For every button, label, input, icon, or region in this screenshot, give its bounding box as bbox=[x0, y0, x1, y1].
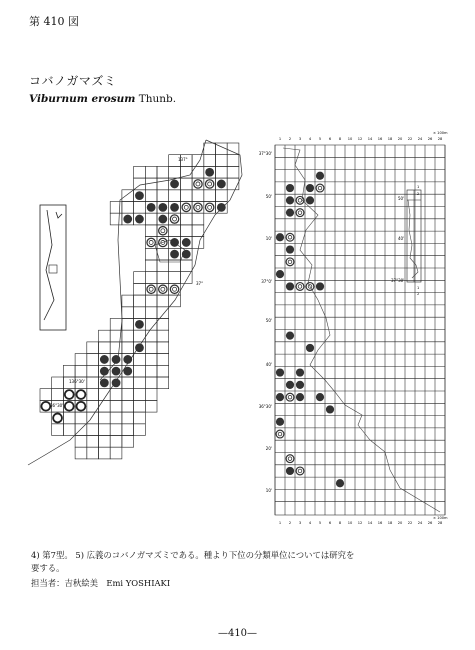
marker-ring bbox=[286, 393, 294, 401]
grid-cell bbox=[169, 225, 181, 237]
grid-cell bbox=[122, 400, 134, 412]
species-japanese-name: コバノガマズミ bbox=[29, 74, 117, 88]
elevation-profile-line bbox=[283, 148, 440, 512]
grid-cell bbox=[52, 377, 64, 389]
marker-filled bbox=[296, 368, 304, 376]
grid-cell bbox=[180, 225, 192, 237]
marker-filled bbox=[205, 168, 214, 177]
grid-cell bbox=[122, 412, 134, 424]
grid-cell bbox=[157, 319, 169, 331]
grid-cell bbox=[122, 190, 134, 202]
marker-filled bbox=[182, 250, 191, 259]
lat-tick-label: 20' bbox=[265, 446, 272, 451]
x-tick-label-bottom: 10 bbox=[347, 521, 353, 525]
grid-cell bbox=[134, 354, 146, 366]
marker-filled bbox=[135, 343, 144, 352]
grid-cell bbox=[180, 260, 192, 272]
grid-cell bbox=[180, 166, 192, 178]
grid-cell bbox=[134, 202, 146, 214]
marker-filled bbox=[217, 180, 226, 189]
marker-ring-inner bbox=[298, 285, 302, 289]
grid-cell bbox=[180, 178, 192, 190]
marker-ring-inner bbox=[288, 260, 292, 264]
x-tick-label-bottom: 6 bbox=[328, 521, 332, 525]
marker-ring-inner bbox=[288, 395, 292, 399]
marker-ring-inner bbox=[161, 287, 165, 291]
marker-filled bbox=[100, 378, 109, 387]
marker-ring bbox=[170, 285, 178, 293]
marker-ring bbox=[286, 455, 294, 463]
grid-cell bbox=[157, 342, 169, 354]
grid-cell bbox=[227, 143, 239, 155]
grid-cell bbox=[75, 424, 87, 436]
lat-tick-label: 37°0' bbox=[261, 279, 272, 284]
marker-filled bbox=[276, 393, 284, 401]
grid-cell bbox=[87, 424, 99, 436]
marker-filled bbox=[276, 233, 284, 241]
grid-cell bbox=[169, 166, 181, 178]
marker-filled bbox=[286, 209, 294, 217]
unit-label-top: × 100m bbox=[433, 131, 448, 135]
grid-cell bbox=[87, 447, 99, 459]
x-tick-label-top: 12 bbox=[357, 137, 363, 141]
marker-filled bbox=[170, 238, 179, 247]
author-citation: Thunb. bbox=[138, 93, 177, 105]
marker-double-ring bbox=[41, 402, 50, 411]
marker-filled bbox=[286, 184, 294, 192]
marker-ring-inner bbox=[208, 182, 212, 186]
marker-ring bbox=[276, 430, 284, 438]
marker-filled bbox=[296, 393, 304, 401]
marker-filled bbox=[306, 344, 314, 352]
lat-tick-label: 50' bbox=[265, 318, 272, 323]
unit-label-bottom: × 100m bbox=[433, 516, 448, 520]
lat-tick-label: 10' bbox=[265, 488, 272, 493]
latin-binomial: Viburnum erosum bbox=[29, 93, 136, 105]
grid-cell bbox=[75, 354, 87, 366]
x-tick-label-top: 28 bbox=[437, 137, 443, 141]
grid-cell bbox=[145, 389, 157, 401]
marker-filled bbox=[316, 393, 324, 401]
lat-tick-label: 37°30' bbox=[258, 151, 272, 156]
grid-cell bbox=[157, 330, 169, 342]
marker-filled bbox=[123, 355, 132, 364]
grid-cell bbox=[134, 272, 146, 284]
grid-cell bbox=[145, 190, 157, 202]
grid-cell bbox=[134, 166, 146, 178]
grid-cell bbox=[110, 342, 122, 354]
grid-cell bbox=[122, 377, 134, 389]
marker-ring bbox=[296, 209, 304, 217]
x-tick-label-top: 22 bbox=[407, 137, 413, 141]
x-tick-label-bottom: 5 bbox=[318, 521, 322, 525]
lat-tick-label: 50' bbox=[265, 194, 272, 199]
grid-cell bbox=[204, 155, 216, 167]
marker-filled bbox=[135, 215, 144, 224]
grid-cell bbox=[227, 155, 239, 167]
grid-cell bbox=[63, 365, 75, 377]
grid-cell bbox=[145, 342, 157, 354]
grid-cell bbox=[99, 436, 111, 448]
marker-ring-inner bbox=[298, 211, 302, 215]
lat-label-37: 37° bbox=[196, 281, 204, 286]
marker-filled bbox=[286, 467, 294, 475]
marker-filled bbox=[276, 270, 284, 278]
grid-cell bbox=[145, 295, 157, 307]
grid-cell bbox=[145, 377, 157, 389]
marker-filled bbox=[158, 203, 167, 212]
x-axis-top-labels bbox=[279, 137, 443, 141]
marker-filled bbox=[306, 196, 314, 204]
grid-cell bbox=[145, 213, 157, 225]
lat-tick-label: 40' bbox=[265, 362, 272, 367]
marker-filled bbox=[147, 203, 156, 212]
marker-filled bbox=[306, 184, 314, 192]
grid-cell bbox=[192, 190, 204, 202]
lat-tick-label: 10' bbox=[265, 236, 272, 241]
grid-cell bbox=[122, 319, 134, 331]
grid-cell bbox=[52, 389, 64, 401]
lat-label-136-30: 136°30' bbox=[69, 379, 85, 384]
grid-cell bbox=[110, 213, 122, 225]
grid-cell bbox=[145, 166, 157, 178]
marker-filled bbox=[100, 355, 109, 364]
x-tick-label-bottom: 24 bbox=[417, 521, 423, 525]
grid-cell bbox=[122, 295, 134, 307]
marker-ring bbox=[296, 283, 304, 291]
marker-ring bbox=[296, 467, 304, 475]
marker-filled bbox=[217, 203, 226, 212]
marker-ring bbox=[316, 184, 324, 192]
grid-cell bbox=[157, 190, 169, 202]
x-tick-label-bottom: 2 bbox=[288, 521, 292, 525]
grid-cell bbox=[99, 447, 111, 459]
grid-cell bbox=[145, 260, 157, 272]
x-tick-label-top: 1 bbox=[278, 137, 282, 141]
x-tick-label-top: 3 bbox=[298, 137, 302, 141]
grid-cell bbox=[169, 190, 181, 202]
marker-double-ring bbox=[77, 402, 86, 411]
grid-cell bbox=[110, 424, 122, 436]
grid-cell bbox=[192, 166, 204, 178]
marker-filled bbox=[170, 203, 179, 212]
inset-lat-37-30: 37°30' bbox=[391, 278, 405, 283]
lon-label-137: 137° bbox=[178, 157, 188, 162]
marker-filled bbox=[182, 238, 191, 247]
grid-cell bbox=[204, 190, 216, 202]
inset-axis-2-top: 2 bbox=[417, 192, 420, 196]
x-tick-label-bottom: 14 bbox=[367, 521, 373, 525]
grid-cell bbox=[134, 365, 146, 377]
inset-profile-panel bbox=[391, 185, 421, 296]
grid-cell bbox=[134, 295, 146, 307]
grid-cell bbox=[192, 213, 204, 225]
marker-ring-inner bbox=[196, 182, 200, 186]
grid-cell bbox=[75, 365, 87, 377]
lat-tick-label: 36°30' bbox=[258, 404, 272, 409]
x-tick-label-top: 24 bbox=[417, 137, 423, 141]
marker-ring-inner bbox=[173, 217, 177, 221]
grid-cell bbox=[216, 155, 228, 167]
x-tick-label-top: 5 bbox=[318, 137, 322, 141]
distribution-maps bbox=[0, 120, 475, 540]
grid-cell bbox=[110, 389, 122, 401]
marker-ring-inner bbox=[196, 205, 200, 209]
marker-ring-inner bbox=[149, 287, 153, 291]
marker-filled bbox=[100, 367, 109, 376]
page-number: —410— bbox=[217, 628, 258, 639]
grid-cell bbox=[145, 225, 157, 237]
marker-ring-inner bbox=[288, 457, 292, 461]
grid-cell bbox=[134, 283, 146, 295]
grid-cell bbox=[157, 377, 169, 389]
x-tick-label-bottom: 20 bbox=[397, 521, 403, 525]
grid-cell bbox=[122, 436, 134, 448]
marker-ring bbox=[194, 203, 202, 211]
x-tick-label-bottom: 18 bbox=[387, 521, 393, 525]
marker-ring bbox=[286, 258, 294, 266]
marker-double-ring bbox=[65, 390, 74, 399]
x-tick-label-top: 18 bbox=[387, 137, 393, 141]
grid-cell bbox=[122, 330, 134, 342]
grid-cell bbox=[216, 190, 228, 202]
inset-axis-1-bottom: 1 bbox=[417, 286, 420, 290]
marker-filled bbox=[286, 332, 294, 340]
marker-ring bbox=[205, 180, 213, 188]
grid-cell bbox=[87, 436, 99, 448]
grid-cell bbox=[63, 424, 75, 436]
grid-cell bbox=[227, 166, 239, 178]
grid-cell bbox=[110, 319, 122, 331]
marker-filled bbox=[123, 367, 132, 376]
grid-cell bbox=[157, 354, 169, 366]
grid-cell bbox=[192, 225, 204, 237]
x-tick-label-top: 20 bbox=[397, 137, 403, 141]
grid-cell bbox=[75, 447, 87, 459]
note-line-3: 担当者：吉秋絵美 Emi YOSHIAKI bbox=[31, 578, 171, 588]
marker-ring-inner bbox=[278, 432, 282, 436]
marker-double-ring bbox=[77, 390, 86, 399]
x-tick-label-top: 4 bbox=[308, 137, 312, 141]
inset-profile-line bbox=[408, 200, 418, 278]
grid-cell bbox=[87, 342, 99, 354]
marker-filled bbox=[316, 172, 324, 180]
x-tick-label-bottom: 3 bbox=[298, 521, 302, 525]
main-map bbox=[28, 140, 242, 465]
x-tick-label-bottom: 4 bbox=[308, 521, 312, 525]
grid-cell bbox=[75, 412, 87, 424]
x-tick-label-top: 8 bbox=[338, 137, 342, 141]
x-tick-label-top: 16 bbox=[377, 137, 383, 141]
index-map-island bbox=[56, 212, 62, 218]
elevation-lat-labels bbox=[259, 151, 272, 493]
marker-filled bbox=[112, 367, 121, 376]
marker-filled bbox=[286, 381, 294, 389]
grid-cell bbox=[145, 365, 157, 377]
x-tick-label-bottom: 1 bbox=[278, 521, 282, 525]
grid-cell bbox=[122, 342, 134, 354]
x-axis-bottom-labels bbox=[279, 521, 443, 525]
x-tick-label-top: 10 bbox=[347, 137, 353, 141]
grid-cell bbox=[145, 354, 157, 366]
grid-cell bbox=[52, 424, 64, 436]
grid-cell bbox=[145, 272, 157, 284]
grid-cell bbox=[157, 178, 169, 190]
grid-cell bbox=[87, 354, 99, 366]
x-tick-label-bottom: 26 bbox=[427, 521, 433, 525]
marker-ring bbox=[170, 215, 178, 223]
grid-cell bbox=[134, 424, 146, 436]
grid-cell bbox=[157, 365, 169, 377]
grid-cell bbox=[99, 424, 111, 436]
index-map bbox=[40, 205, 66, 330]
marker-ring-inner bbox=[288, 235, 292, 239]
marker-filled bbox=[135, 320, 144, 329]
marker-filled bbox=[112, 355, 121, 364]
marker-filled bbox=[286, 282, 294, 290]
marker-ring-inner bbox=[173, 287, 177, 291]
grid-cell bbox=[192, 237, 204, 249]
grid-cell bbox=[87, 365, 99, 377]
inset-axis-1-top: 1 bbox=[417, 185, 420, 189]
grid-cell bbox=[157, 295, 169, 307]
species-scientific-name bbox=[29, 93, 176, 105]
x-tick-label-bottom: 12 bbox=[357, 521, 363, 525]
marker-filled bbox=[316, 282, 324, 290]
inset-axis-2-bottom: 2 bbox=[417, 292, 420, 296]
grid-cell bbox=[204, 143, 216, 155]
grid-cell bbox=[122, 389, 134, 401]
x-tick-label-top: 2 bbox=[288, 137, 292, 141]
grid-cell bbox=[192, 155, 204, 167]
marker-filled bbox=[296, 381, 304, 389]
marker-ring-inner bbox=[161, 229, 165, 233]
x-tick-label-bottom: 28 bbox=[437, 521, 443, 525]
grid-cell bbox=[122, 307, 134, 319]
grid-cell bbox=[227, 178, 239, 190]
grid-cell bbox=[87, 412, 99, 424]
grid-cell bbox=[169, 272, 181, 284]
grid-cell bbox=[110, 412, 122, 424]
x-tick-label-bottom: 22 bbox=[407, 521, 413, 525]
grid-cell bbox=[99, 330, 111, 342]
marker-ring-inner bbox=[318, 186, 322, 190]
grid-cell bbox=[157, 272, 169, 284]
marker-ring-inner bbox=[298, 469, 302, 473]
grid-cell bbox=[145, 248, 157, 260]
grid-cell bbox=[87, 377, 99, 389]
grid-cell bbox=[110, 400, 122, 412]
lat-label-36-30: 36°30' bbox=[50, 403, 64, 408]
marker-ring bbox=[159, 285, 167, 293]
grid-cell bbox=[134, 400, 146, 412]
marker-ring bbox=[182, 203, 190, 211]
marker-ring bbox=[147, 285, 155, 293]
marker-filled bbox=[170, 250, 179, 259]
x-tick-label-top: 6 bbox=[328, 137, 332, 141]
grid-cell bbox=[99, 400, 111, 412]
grid-cell bbox=[134, 307, 146, 319]
marker-ring bbox=[147, 238, 155, 246]
elevation-grid bbox=[275, 145, 445, 515]
note-line-1: 4) 第7型。 5) 広義のコバノガマズミである。種より下位の分類単位については研究を bbox=[31, 550, 355, 560]
marker-filled bbox=[123, 215, 132, 224]
chart-frame bbox=[275, 145, 445, 515]
marker-filled bbox=[170, 180, 179, 189]
marker-filled bbox=[135, 191, 144, 200]
index-map-inset-box bbox=[49, 265, 57, 273]
x-tick-label-top: 14 bbox=[367, 137, 373, 141]
figure-number: 第 410 図 bbox=[29, 15, 79, 28]
marker-ring-inner bbox=[208, 205, 212, 209]
grid-cell bbox=[134, 412, 146, 424]
marker-filled bbox=[276, 368, 284, 376]
grid-cell bbox=[180, 213, 192, 225]
marker-filled bbox=[276, 418, 284, 426]
marker-ring-inner bbox=[149, 240, 153, 244]
marker-filled bbox=[286, 196, 294, 204]
grid-cell bbox=[145, 307, 157, 319]
marker-ring bbox=[205, 203, 213, 211]
marker-filled bbox=[336, 479, 344, 487]
marker-double-ring bbox=[53, 414, 62, 423]
grid-cell bbox=[110, 436, 122, 448]
grid-cell bbox=[180, 190, 192, 202]
grid-cell bbox=[134, 377, 146, 389]
marker-filled bbox=[286, 245, 294, 253]
x-tick-label-top: 26 bbox=[427, 137, 433, 141]
grid-cell bbox=[157, 307, 169, 319]
grid-cell bbox=[99, 412, 111, 424]
grid-cell bbox=[40, 389, 52, 401]
grid-cell bbox=[122, 202, 134, 214]
grid-cell bbox=[63, 412, 75, 424]
marker-filled bbox=[112, 378, 121, 387]
marker-ring bbox=[159, 227, 167, 235]
x-tick-label-bottom: 8 bbox=[338, 521, 342, 525]
note-line-2: 要する。 bbox=[31, 563, 65, 573]
grid-cell bbox=[134, 389, 146, 401]
index-map-frame bbox=[40, 205, 66, 330]
grid-cell bbox=[75, 436, 87, 448]
marker-ring bbox=[286, 233, 294, 241]
grid-cell bbox=[145, 330, 157, 342]
grid-cell bbox=[145, 400, 157, 412]
marker-filled bbox=[326, 405, 334, 413]
marker-ring-inner bbox=[184, 205, 188, 209]
marker-double-ring bbox=[65, 402, 74, 411]
inset-lat-50: 50' bbox=[398, 196, 405, 201]
grid-cell bbox=[110, 447, 122, 459]
marker-ring bbox=[194, 180, 202, 188]
grid-cell bbox=[122, 424, 134, 436]
inset-lat-40: 40' bbox=[398, 236, 405, 241]
grid-cell bbox=[157, 166, 169, 178]
grid-cell bbox=[87, 389, 99, 401]
grid-cell bbox=[134, 178, 146, 190]
grid-cell bbox=[216, 166, 228, 178]
grid-cell bbox=[99, 342, 111, 354]
marker-ring-inner bbox=[298, 199, 302, 203]
x-tick-label-bottom: 16 bbox=[377, 521, 383, 525]
marker-filled bbox=[158, 215, 167, 224]
